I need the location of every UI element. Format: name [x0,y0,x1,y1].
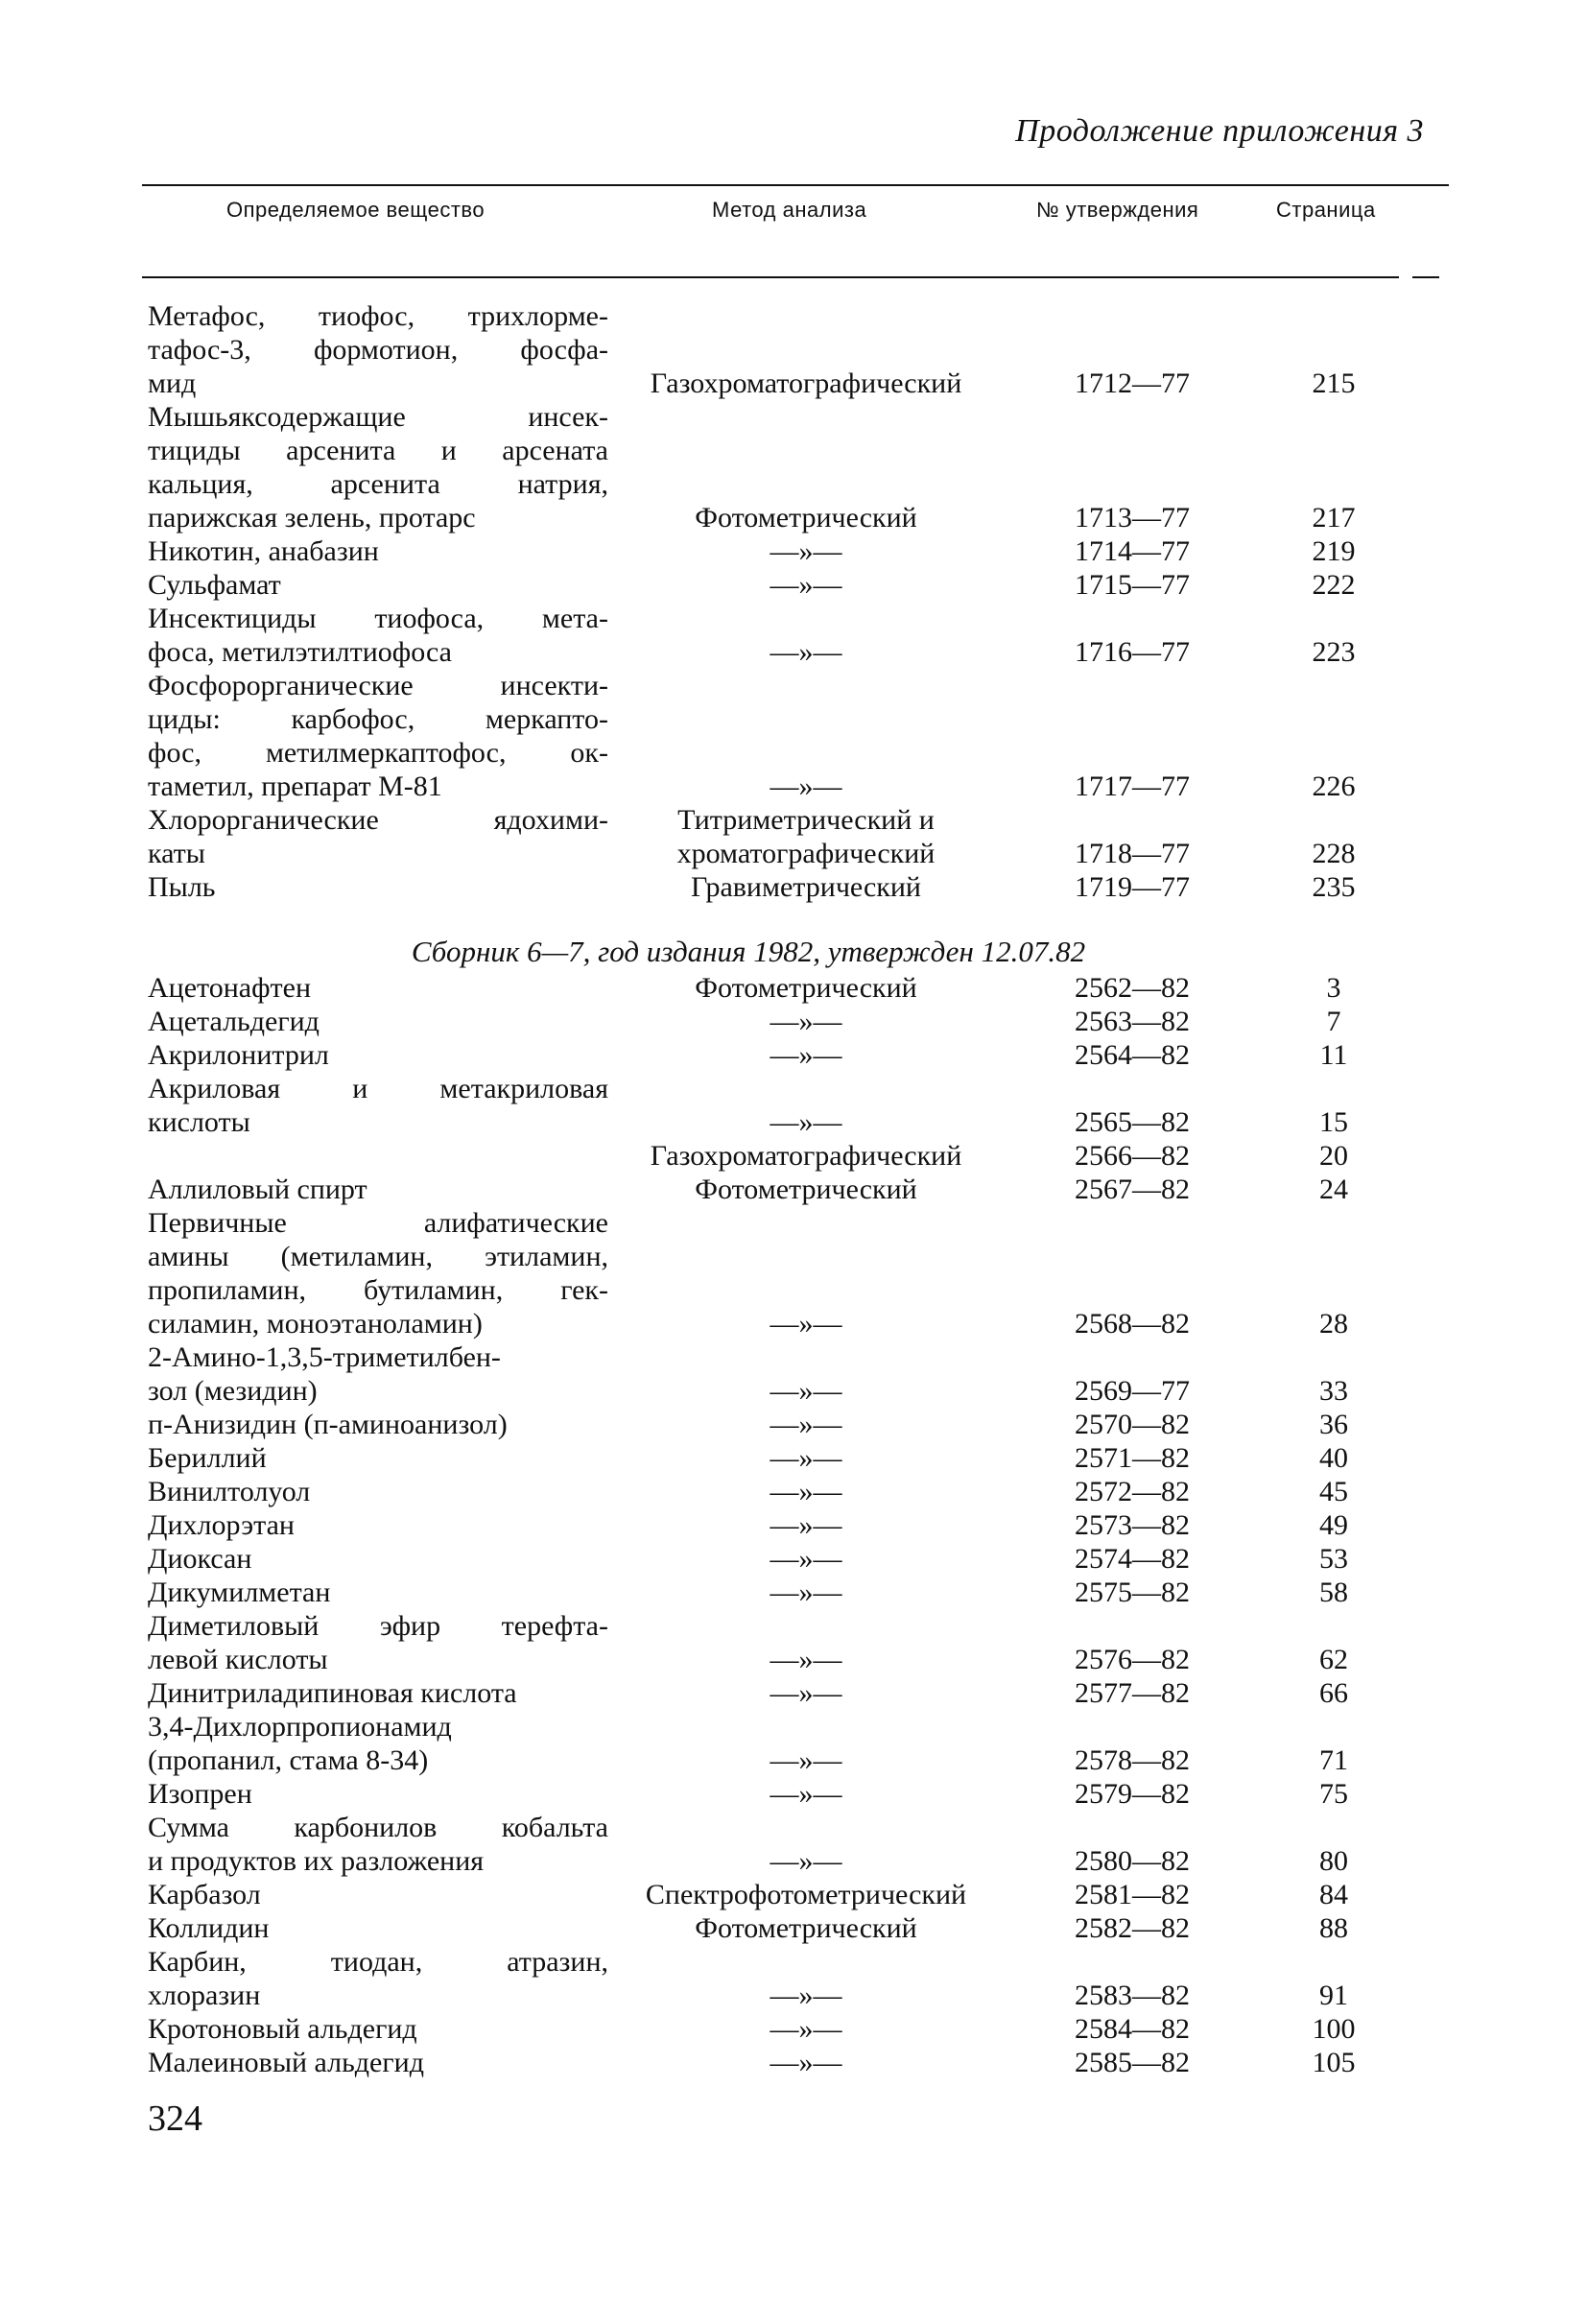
analysis-method: —»— [770,1375,842,1407]
approval-number: 2562—82 [1075,972,1190,1004]
page-reference: 53 [1319,1543,1348,1575]
substance-name-line: Метафос, тиофос, трихлорме- [148,300,608,332]
page-reference: 62 [1319,1644,1348,1675]
page-reference: 223 [1312,636,1356,668]
substance-name-line: Ацетальдегид [148,1006,320,1037]
page-reference: 84 [1319,1879,1348,1910]
substance-name-line: кальция, арсенита натрия, [148,468,608,500]
page-reference: 3 [1326,972,1341,1004]
page-reference: 215 [1312,368,1356,399]
analysis-method: —»— [770,636,842,668]
analysis-method: Спектрофотометрический [645,1879,967,1910]
page-reference: 15 [1319,1106,1348,1138]
substance-name-line: Хлорорганические ядохими- [148,804,608,836]
approval-number: 2583—82 [1075,1980,1190,2011]
page-reference: 91 [1319,1980,1348,2011]
page-reference: 33 [1319,1375,1348,1407]
substance-name-line: циды: карбофос, меркапто- [148,703,608,735]
page-reference: 228 [1312,838,1356,869]
substance-name-line: Карбин, тиодан, атразин, [148,1946,608,1978]
column-header-approval-number: № утверждения [1036,198,1199,222]
analysis-method: Фотометрический [695,1174,917,1205]
substance-name-line: Фосфорорганические инсекти- [148,670,608,701]
substance-name-line: Карбазол [148,1879,261,1910]
approval-number: 2580—82 [1075,1845,1190,1877]
page-reference: 217 [1312,502,1356,534]
approval-number: 2574—82 [1075,1543,1190,1575]
page-reference: 58 [1319,1577,1348,1608]
analysis-method: Гравиметрический [691,871,921,903]
substance-name-line: Инсектициды тиофоса, мета- [148,603,608,634]
analysis-method: —»— [770,1006,842,1037]
analysis-method: —»— [770,1845,842,1877]
approval-number: 2575—82 [1075,1577,1190,1608]
approval-number: 2577—82 [1075,1677,1190,1709]
analysis-method: —»— [770,1409,842,1440]
analysis-method: —»— [770,2047,842,2078]
page-reference: 88 [1319,1912,1348,1944]
substance-name-line: амины (метиламин, этиламин, [148,1241,608,1272]
approval-number: 2564—82 [1075,1039,1190,1071]
approval-number: 2585—82 [1075,2047,1190,2078]
page-reference: 226 [1312,771,1356,802]
substance-name-line: Винилтолуол [148,1476,311,1507]
substance-name-line: п-Анизидин (п-аминоанизол) [148,1409,508,1440]
analysis-method: —»— [770,1778,842,1810]
analysis-method: —»— [770,1106,842,1138]
analysis-method: —»— [770,771,842,802]
approval-number: 1714—77 [1075,535,1190,567]
approval-number: 1715—77 [1075,569,1190,601]
page-reference: 222 [1312,569,1356,601]
approval-number: 1712—77 [1075,368,1190,399]
analysis-method: —»— [770,569,842,601]
substance-name-line: парижская зелень, протарс [148,502,476,534]
approval-number: 1717—77 [1075,771,1190,802]
substance-name-line: мид [148,368,197,399]
analysis-method: —»— [770,535,842,567]
substance-name-line: Малеиновый альдегид [148,2047,424,2078]
approval-number: 1718—77 [1075,838,1190,869]
page-reference: 66 [1319,1677,1348,1709]
page-reference: 80 [1319,1845,1348,1877]
approval-number: 1716—77 [1075,636,1190,668]
approval-number: 2566—82 [1075,1140,1190,1172]
approval-number: 2568—82 [1075,1308,1190,1340]
substance-name-line: и продуктов их разложения [148,1845,485,1877]
substance-name-line: Изопрен [148,1778,252,1810]
table-top-rule [142,184,1449,186]
page-reference: 71 [1319,1744,1348,1776]
column-header-substance: Определяемое вещество [226,198,486,222]
approval-number: 2569—77 [1075,1375,1190,1407]
page-reference: 20 [1319,1140,1348,1172]
page-reference: 40 [1319,1442,1348,1474]
analysis-method: Фотометрический [695,972,917,1004]
substance-name-line: 2-Амино-1,3,5-триметилбен- [148,1341,501,1373]
approval-number: 2571—82 [1075,1442,1190,1474]
approval-number: 2573—82 [1075,1509,1190,1541]
analysis-method: Фотометрический [695,1912,917,1944]
substance-name-line: 3,4-Дихлорпропионамид [148,1711,452,1743]
collection-section-title: Сборник 6—7, год издания 1982, утвержден 12.07.82 [411,934,1086,968]
analysis-method: Фотометрический [695,502,917,534]
substance-name-line: Динитриладипиновая кислота [148,1677,517,1709]
approval-number: 2570—82 [1075,1409,1190,1440]
substance-name-line: Дихлорэтан [148,1509,295,1541]
page-reference: 105 [1312,2047,1356,2078]
substance-name-line: Никотин, анабазин [148,535,379,567]
analysis-method: Газохроматографический [650,368,962,399]
analysis-method: —»— [770,1677,842,1709]
substance-name-line: зол (мезидин) [148,1375,318,1407]
approval-number: 1713—77 [1075,502,1190,534]
substance-name-line: Акриловая и метакриловая [148,1073,608,1104]
substance-name-line: Коллидин [148,1912,270,1944]
page-reference: 49 [1319,1509,1348,1541]
page-reference: 7 [1326,1006,1341,1037]
substance-name-line: каты [148,838,205,869]
analysis-method: —»— [770,1644,842,1675]
page-reference: 36 [1319,1409,1348,1440]
approval-number: 2565—82 [1075,1106,1190,1138]
substance-name-line: Аллиловый спирт [148,1174,367,1205]
analysis-method: —»— [770,1744,842,1776]
substance-name-line: Акрилонитрил [148,1039,329,1071]
page-number: 324 [148,2099,202,2139]
analysis-method: хроматографический [676,838,936,869]
approval-number: 2584—82 [1075,2013,1190,2045]
analysis-method: —»— [770,1577,842,1608]
page-reference: 24 [1319,1174,1348,1205]
substance-name-line: Ацетонафтен [148,972,312,1004]
substance-name-line: пропиламин, бутиламин, гек- [148,1274,608,1306]
approval-number: 2581—82 [1075,1879,1190,1910]
substance-name-line: Мышьяксодержащие инсек- [148,401,608,433]
analysis-method: —»— [770,1543,842,1575]
analysis-method: Газохроматографический [650,1140,962,1172]
approval-number: 2578—82 [1075,1744,1190,1776]
substance-name-line: Пыль [148,871,216,903]
analysis-method: —»— [770,1509,842,1541]
substance-name-line: Первичные алифатические [148,1207,608,1239]
page-reference: 45 [1319,1476,1348,1507]
approval-number: 2563—82 [1075,1006,1190,1037]
page-reference: 75 [1319,1778,1348,1810]
substance-name-line: таметил, препарат М-81 [148,771,442,802]
substance-name-line: Бериллий [148,1442,267,1474]
table-header-rule-tail [1412,276,1439,278]
substance-name-line: тициды арсенита и арсената [148,435,608,466]
page-reference: 219 [1312,535,1356,567]
approval-number: 2572—82 [1075,1476,1190,1507]
approval-number: 2567—82 [1075,1174,1190,1205]
analysis-method: —»— [770,2013,842,2045]
analysis-method: —»— [770,1476,842,1507]
substance-name-line: силамин, моноэтаноламин) [148,1308,483,1340]
substance-name-line: фос, метилмеркаптофос, ок- [148,737,608,769]
substance-name-line: Кротоновый альдегид [148,2013,417,2045]
table-header-rule [142,276,1399,278]
substance-name-line: фоса, метилэтилтиофоса [148,636,452,668]
substance-name-line: левой кислоты [148,1644,328,1675]
substance-name-line: кислоты [148,1106,250,1138]
approval-number: 2582—82 [1075,1912,1190,1944]
page-reference: 235 [1312,871,1356,903]
column-header-page: Страница [1276,198,1376,222]
page-reference: 100 [1312,2013,1356,2045]
approval-number: 2576—82 [1075,1644,1190,1675]
approval-number: 2579—82 [1075,1778,1190,1810]
substance-name-line: Сумма карбонилов кобальта [148,1812,608,1843]
substance-name-line: Диоксан [148,1543,252,1575]
analysis-method: Титриметрический и [677,804,935,836]
column-header-method: Метод анализа [712,198,867,222]
substance-name-line: тафос-3, формотион, фосфа- [148,334,608,366]
analysis-method: —»— [770,1039,842,1071]
substance-name-line: хлоразин [148,1980,261,2011]
substance-name-line: (пропанил, стама 8-34) [148,1744,429,1776]
approval-number: 1719—77 [1075,871,1190,903]
substance-name-line: Дикумилметан [148,1577,331,1608]
page-reference: 11 [1319,1039,1348,1071]
analysis-method: —»— [770,1308,842,1340]
page-reference: 28 [1319,1308,1348,1340]
continuation-caption: Продолжение приложения 3 [1015,113,1424,149]
analysis-method: —»— [770,1980,842,2011]
analysis-method: —»— [770,1442,842,1474]
substance-name-line: Диметиловый эфир терефта- [148,1610,608,1642]
substance-name-line: Сульфамат [148,569,281,601]
